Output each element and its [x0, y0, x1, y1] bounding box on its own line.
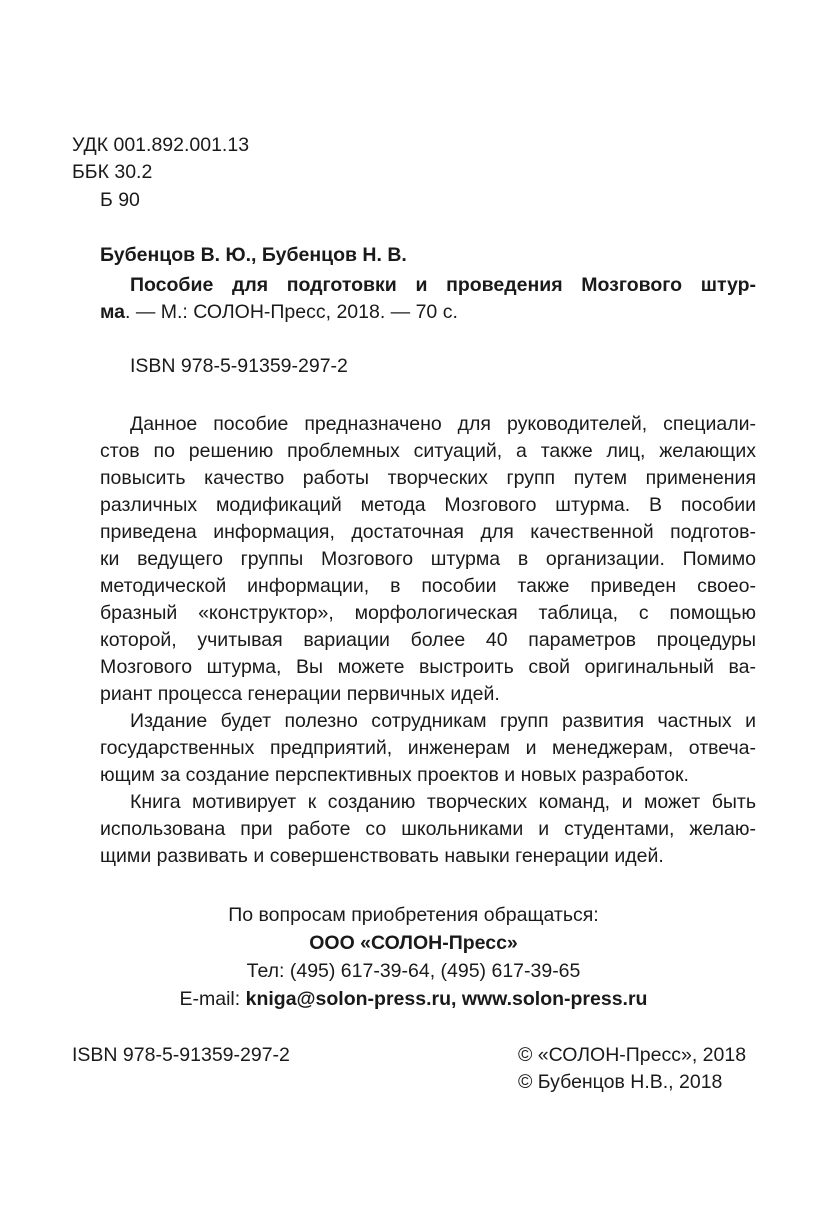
purchase-intro: По вопросам приобретения обращаться:: [228, 904, 599, 926]
authors: Бубенцов В. Ю., Бубенцов Н. В.: [100, 244, 407, 266]
abstract-line: Данное пособие предназначено для руководителей, специали-: [130, 413, 756, 435]
book-title-line: [100, 299, 756, 326]
abstract-line: ющим за создание перспективных проектов и новых разработок.: [100, 764, 689, 786]
email-label: E-mail:: [179, 988, 246, 1010]
bbk-code: ББК 30.2: [72, 161, 153, 183]
book-title-ending: ма: [100, 301, 126, 323]
abstract-line: государственных предприятий, инженерам и менеджерам, отвеча-: [100, 737, 756, 759]
isbn-record: ISBN 978-5-91359-297-2: [130, 355, 348, 377]
abstract-line: щими развивать и совершенствовать навыки генерации идей.: [100, 845, 664, 867]
abstract-line: повысить качество работы творческих групп путем применения: [100, 467, 756, 489]
footer-isbn: ISBN 978-5-91359-297-2: [72, 1044, 290, 1066]
book-title-line: Пособие для подготовки и проведения Мозгового штур-: [130, 274, 756, 296]
abstract-line: Мозгового штурма, Вы можете выстроить свой оригинальный ва-: [100, 656, 756, 678]
abstract-line: стов по решению проблемных ситуаций, а также лиц, желающих: [100, 440, 756, 462]
email-web-links[interactable]: kniga@solon-press.ru, www.solon-press.ru: [245, 988, 648, 1010]
abstract-line: которой, учитывая вариации более 40 параметров процедуры: [100, 629, 756, 651]
copyright-author: © Бубенцов Н.В., 2018: [518, 1071, 723, 1093]
abstract-line: приведена информация, достаточная для качественной подготов-: [100, 521, 756, 543]
abstract-line: различных модификаций метода Мозгового штурма. В пособии: [100, 494, 756, 516]
publisher-name: ООО «СОЛОН-Пресс»: [309, 932, 518, 954]
copyright-publisher: © «СОЛОН-Пресс», 2018: [518, 1044, 747, 1066]
abstract-line: методической информации, в пособии также приведен своео-: [100, 575, 756, 597]
abstract-line: ки ведущего группы Мозгового штурма в организации. Помимо: [100, 548, 756, 570]
publication-details: . — М.: СОЛОН-Пресс, 2018. — 70 с.: [125, 301, 458, 323]
udk-code: УДК 001.892.001.13: [72, 134, 250, 156]
abstract-line: Книга мотивирует к созданию творческих команд, и может быть: [130, 791, 756, 813]
abstract-line: бразный «конструктор», морфологическая таблица, с помощью: [100, 602, 756, 624]
abstract-line: использована при работе со школьниками и студентами, желаю-: [100, 818, 756, 840]
author-mark: Б 90: [100, 189, 140, 211]
abstract: [100, 411, 756, 870]
abstract-line: риант процесса генерации первичных идей.: [100, 683, 500, 705]
book-title-block: [100, 272, 756, 326]
email-line: [0, 988, 827, 1011]
phone-numbers: Тел: (495) 617-39-64, (495) 617-39-65: [246, 960, 581, 982]
abstract-line: Издание будет полезно сотрудникам групп развития частных и: [130, 710, 756, 732]
